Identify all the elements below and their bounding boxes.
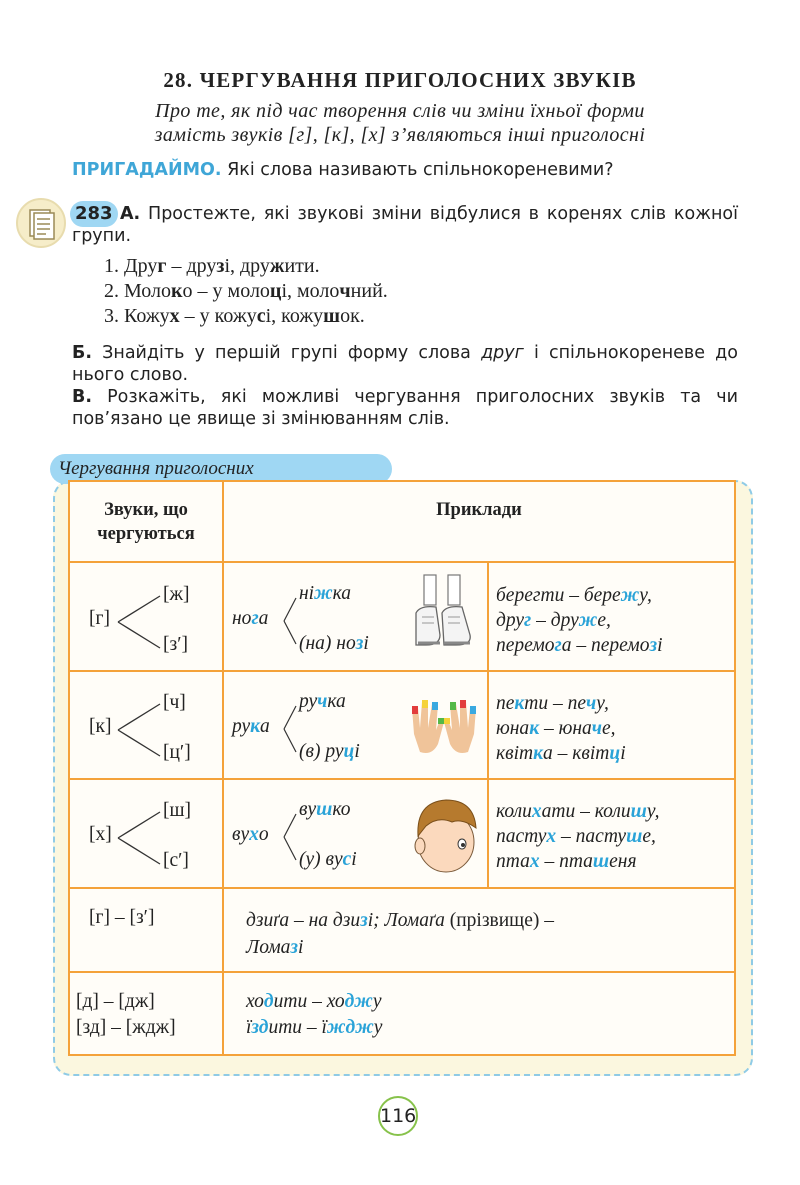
table-row-divider xyxy=(68,670,736,672)
row1-alt-sound-2: [з′] xyxy=(163,634,188,655)
table-row-divider xyxy=(68,971,736,973)
table-col-divider xyxy=(487,561,489,887)
row2-derived-word-1: ручка xyxy=(299,691,346,712)
boy-face-image xyxy=(412,792,480,878)
row3-derived-word-1: вушко xyxy=(299,799,351,820)
part-a-text: Простежте, які звукові зміни відбулися в коренях слів кожної групи. xyxy=(72,204,738,246)
row3-alt-sound-2: [с′] xyxy=(163,850,189,871)
row3-alt-sound-1: [ш] xyxy=(163,800,192,821)
page-title: 28. ЧЕРГУВАННЯ ПРИГОЛОСНИХ ЗВУКІВ xyxy=(163,68,637,92)
row1-source-sound: [г] xyxy=(89,608,110,629)
header-sounds: Звуки, що чергуються xyxy=(97,500,195,544)
list-item-2: 2. Молоко – у молоці, молочний. xyxy=(104,280,388,302)
page-number: 116 xyxy=(378,1096,418,1136)
row2-derived-word-2: (в) руці xyxy=(299,741,360,762)
row3-branch-lines xyxy=(116,808,162,868)
alternation-table xyxy=(68,480,736,1056)
recall-text: Які слова називають спільнокореневими? xyxy=(227,160,614,180)
subtitle-line-2: замість звуків [г], [к], [х] з’являються інші приголосні xyxy=(154,124,646,146)
notebook-icon xyxy=(16,198,66,248)
row1-branch-lines xyxy=(116,592,162,652)
list-item-1: 1. Друг – друзі, дружити. xyxy=(104,255,320,277)
part-a-label: А. xyxy=(120,204,141,224)
row3-word-branch xyxy=(282,810,300,864)
header-examples: Приклади xyxy=(436,500,522,520)
table-row-divider xyxy=(68,887,736,889)
recall-label: ПРИГАДАЙМО. xyxy=(72,160,222,180)
table-row-divider xyxy=(68,561,736,563)
row2-source-sound: [к] xyxy=(89,716,112,737)
row3-derived-word-2: (у) вусі xyxy=(299,849,357,870)
table-tag: Чергування приголосних xyxy=(50,454,392,484)
row1-derived-word-1: ніжка xyxy=(299,583,352,604)
exercise-part-b: Б. Знайдіть у першій групі форму слова друг і спільнокореневе до нього слово. xyxy=(72,343,738,385)
row2-base-word: рука xyxy=(232,716,270,737)
row2-alt-sound-1: [ч] xyxy=(163,692,186,713)
exercise-number: 283 xyxy=(70,201,118,227)
list-item-3: 3. Кожух – у кожусі, кожушок. xyxy=(104,305,365,327)
row1-word-branch xyxy=(282,594,300,648)
row2-alt-sound-2: [ц′] xyxy=(163,742,191,763)
row1-examples: берегти – бережу, друг – друже, перемога – перемозі xyxy=(496,585,663,656)
row4-examples: дзиґа – на дзизі; Ломаґа (прізвище) – Ломазі xyxy=(246,910,554,958)
table-row-divider xyxy=(68,778,736,780)
exercise-part-v: В. Розкажіть, які можливі чергування приголосних звуків та чи пов’язано це явище зі змінюванням слів. xyxy=(72,387,738,429)
row3-examples: колихати – колишу, пастух – пастуше, птах – пташеня xyxy=(496,801,660,872)
row2-word-branch xyxy=(282,702,300,756)
row3-base-word: вухо xyxy=(232,824,269,845)
row2-branch-lines xyxy=(116,700,162,760)
row1-derived-word-2: (на) нозі xyxy=(299,633,369,654)
subtitle-line-1: Про те, як під час творення слів чи зміни їхньої форми xyxy=(155,100,645,122)
row1-base-word: нога xyxy=(232,608,269,629)
row2-examples: пекти – печу, юнак – юначе, квітка – квітці xyxy=(496,693,626,764)
row4-source-sounds: [г] – [з′] xyxy=(89,907,155,928)
painted-hands-image xyxy=(408,694,480,760)
row5-examples: ходити – ходжу їздити – їжджу xyxy=(246,991,383,1038)
recall-question xyxy=(72,160,614,180)
row5-source-sounds: [д] – [дж] [зд] – [ждж] xyxy=(76,991,176,1038)
sneakers-image xyxy=(410,573,476,659)
table-col-divider xyxy=(222,480,224,1056)
row1-alt-sound-1: [ж] xyxy=(163,584,190,605)
exercise-part-a xyxy=(72,203,738,247)
row3-source-sound: [х] xyxy=(89,824,112,845)
